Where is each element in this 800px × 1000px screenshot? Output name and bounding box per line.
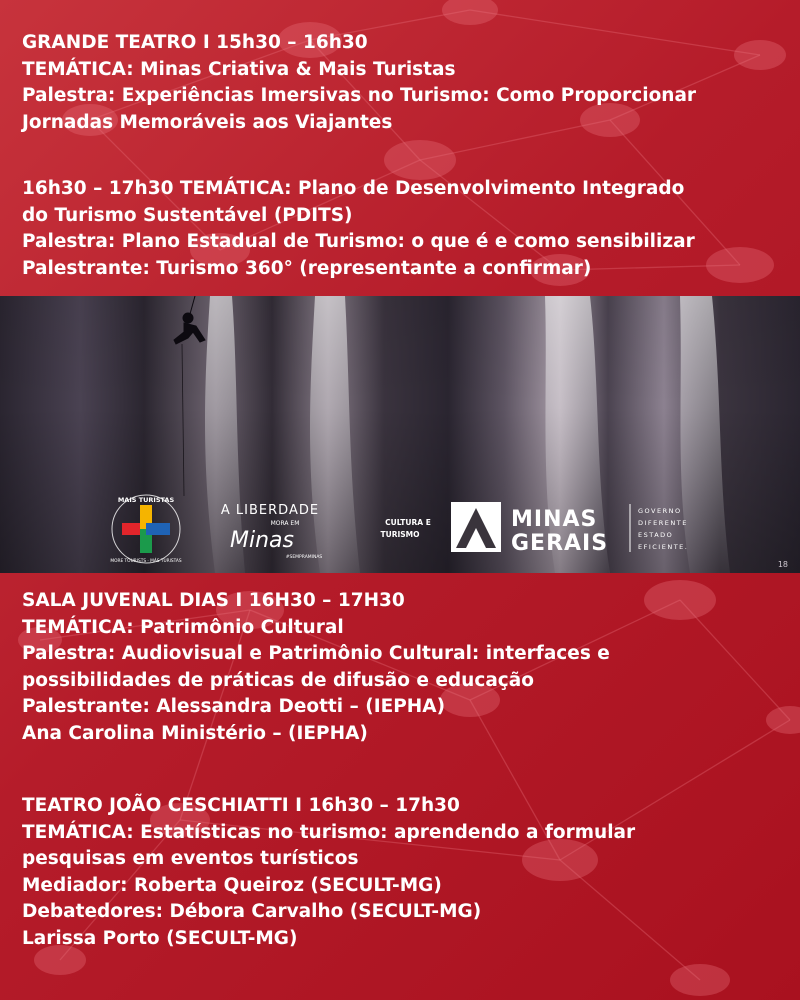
session-debaters: Debatedores: Débora Carvalho (SECULT-MG) bbox=[22, 901, 482, 922]
session-mediator: Mediador: Roberta Queiroz (SECULT-MG) bbox=[22, 874, 442, 896]
session-theme-cont: do Turismo Sustentável (PDITS) bbox=[22, 204, 353, 226]
cultura-line2: TURISMO bbox=[380, 530, 420, 539]
session-teatro-joao-ceschiatti bbox=[22, 793, 792, 952]
session-heading: 16h30 – 17h30 TEMÁTICA: Plano de Desenvolvimento Integrado bbox=[22, 178, 685, 199]
banner-artwork bbox=[0, 296, 800, 573]
session-talk: Palestra: Experiências Imersivas no Turismo: Como Proporcionar bbox=[22, 85, 697, 106]
minas-gerais-logo bbox=[451, 502, 688, 556]
session-talk: Palestra: Plano Estadual de Turismo: o que é e como sensibilizar bbox=[22, 231, 695, 252]
session-theme: TEMÁTICA: Estatísticas no turismo: aprendendo a formular bbox=[22, 821, 636, 843]
session-heading: GRANDE TEATRO I 15h30 – 16h30 bbox=[22, 32, 368, 53]
session-debater-2: Larissa Porto (SECULT-MG) bbox=[22, 927, 298, 949]
minas-gerais-line1: MINAS bbox=[511, 507, 598, 532]
liberdade-hashtag: #SEMPRAMINAS bbox=[285, 555, 323, 560]
governo-line2: DIFERENTE bbox=[638, 519, 688, 527]
session-speaker: Palestrante: Turismo 360° (representante a confirmar) bbox=[22, 257, 592, 279]
session-heading: TEATRO JOÃO CESCHIATTI I 16h30 – 17h30 bbox=[22, 795, 460, 816]
cultura-turismo-label bbox=[380, 518, 430, 539]
mais-turistas-bottom: MORE TOURISTS · MÁS TURISTAS bbox=[110, 559, 182, 564]
liberdade-line1: A LIBERDADE bbox=[220, 503, 320, 518]
session-speaker-2: Ana Carolina Ministério – (IEPHA) bbox=[22, 722, 368, 744]
session-heading: SALA JUVENAL DIAS I 16H30 – 17H30 bbox=[22, 590, 405, 611]
liberdade-script: Minas bbox=[230, 528, 294, 553]
mais-turistas-top: MAIS TURISTAS bbox=[117, 496, 175, 504]
climber-silhouette-icon bbox=[174, 296, 205, 496]
session-pdits bbox=[22, 176, 792, 282]
session-talk: Palestra: Audiovisual e Patrimônio Cultural: interfaces e bbox=[22, 643, 610, 664]
session-grande-teatro bbox=[22, 30, 792, 136]
waterfall-banner bbox=[0, 296, 800, 573]
session-theme: TEMÁTICA: Patrimônio Cultural bbox=[22, 616, 344, 638]
liberdade-logo bbox=[221, 503, 323, 560]
governo-line4: EFICIENTE. bbox=[638, 543, 689, 551]
session-theme-cont: pesquisas em eventos turísticos bbox=[22, 848, 359, 869]
session-talk-cont: possibilidades de práticas de difusão e educação bbox=[22, 669, 534, 691]
session-theme: TEMÁTICA: Minas Criativa & Mais Turistas bbox=[22, 58, 456, 80]
liberdade-line2: MORA EM bbox=[270, 520, 300, 527]
session-sala-juvenal-dias bbox=[22, 588, 792, 747]
cultura-line1: CULTURA E bbox=[385, 518, 431, 527]
page-number: 18 bbox=[777, 560, 788, 569]
mais-turistas-logo bbox=[110, 495, 181, 564]
governo-line1: GOVERNO bbox=[638, 507, 682, 515]
session-speaker: Palestrante: Alessandra Deotti – (IEPHA) bbox=[22, 696, 446, 717]
minas-gerais-line2: GERAIS bbox=[511, 531, 609, 556]
session-talk-cont: Jornadas Memoráveis aos Viajantes bbox=[22, 111, 393, 133]
governo-line3: ESTADO bbox=[638, 531, 674, 539]
